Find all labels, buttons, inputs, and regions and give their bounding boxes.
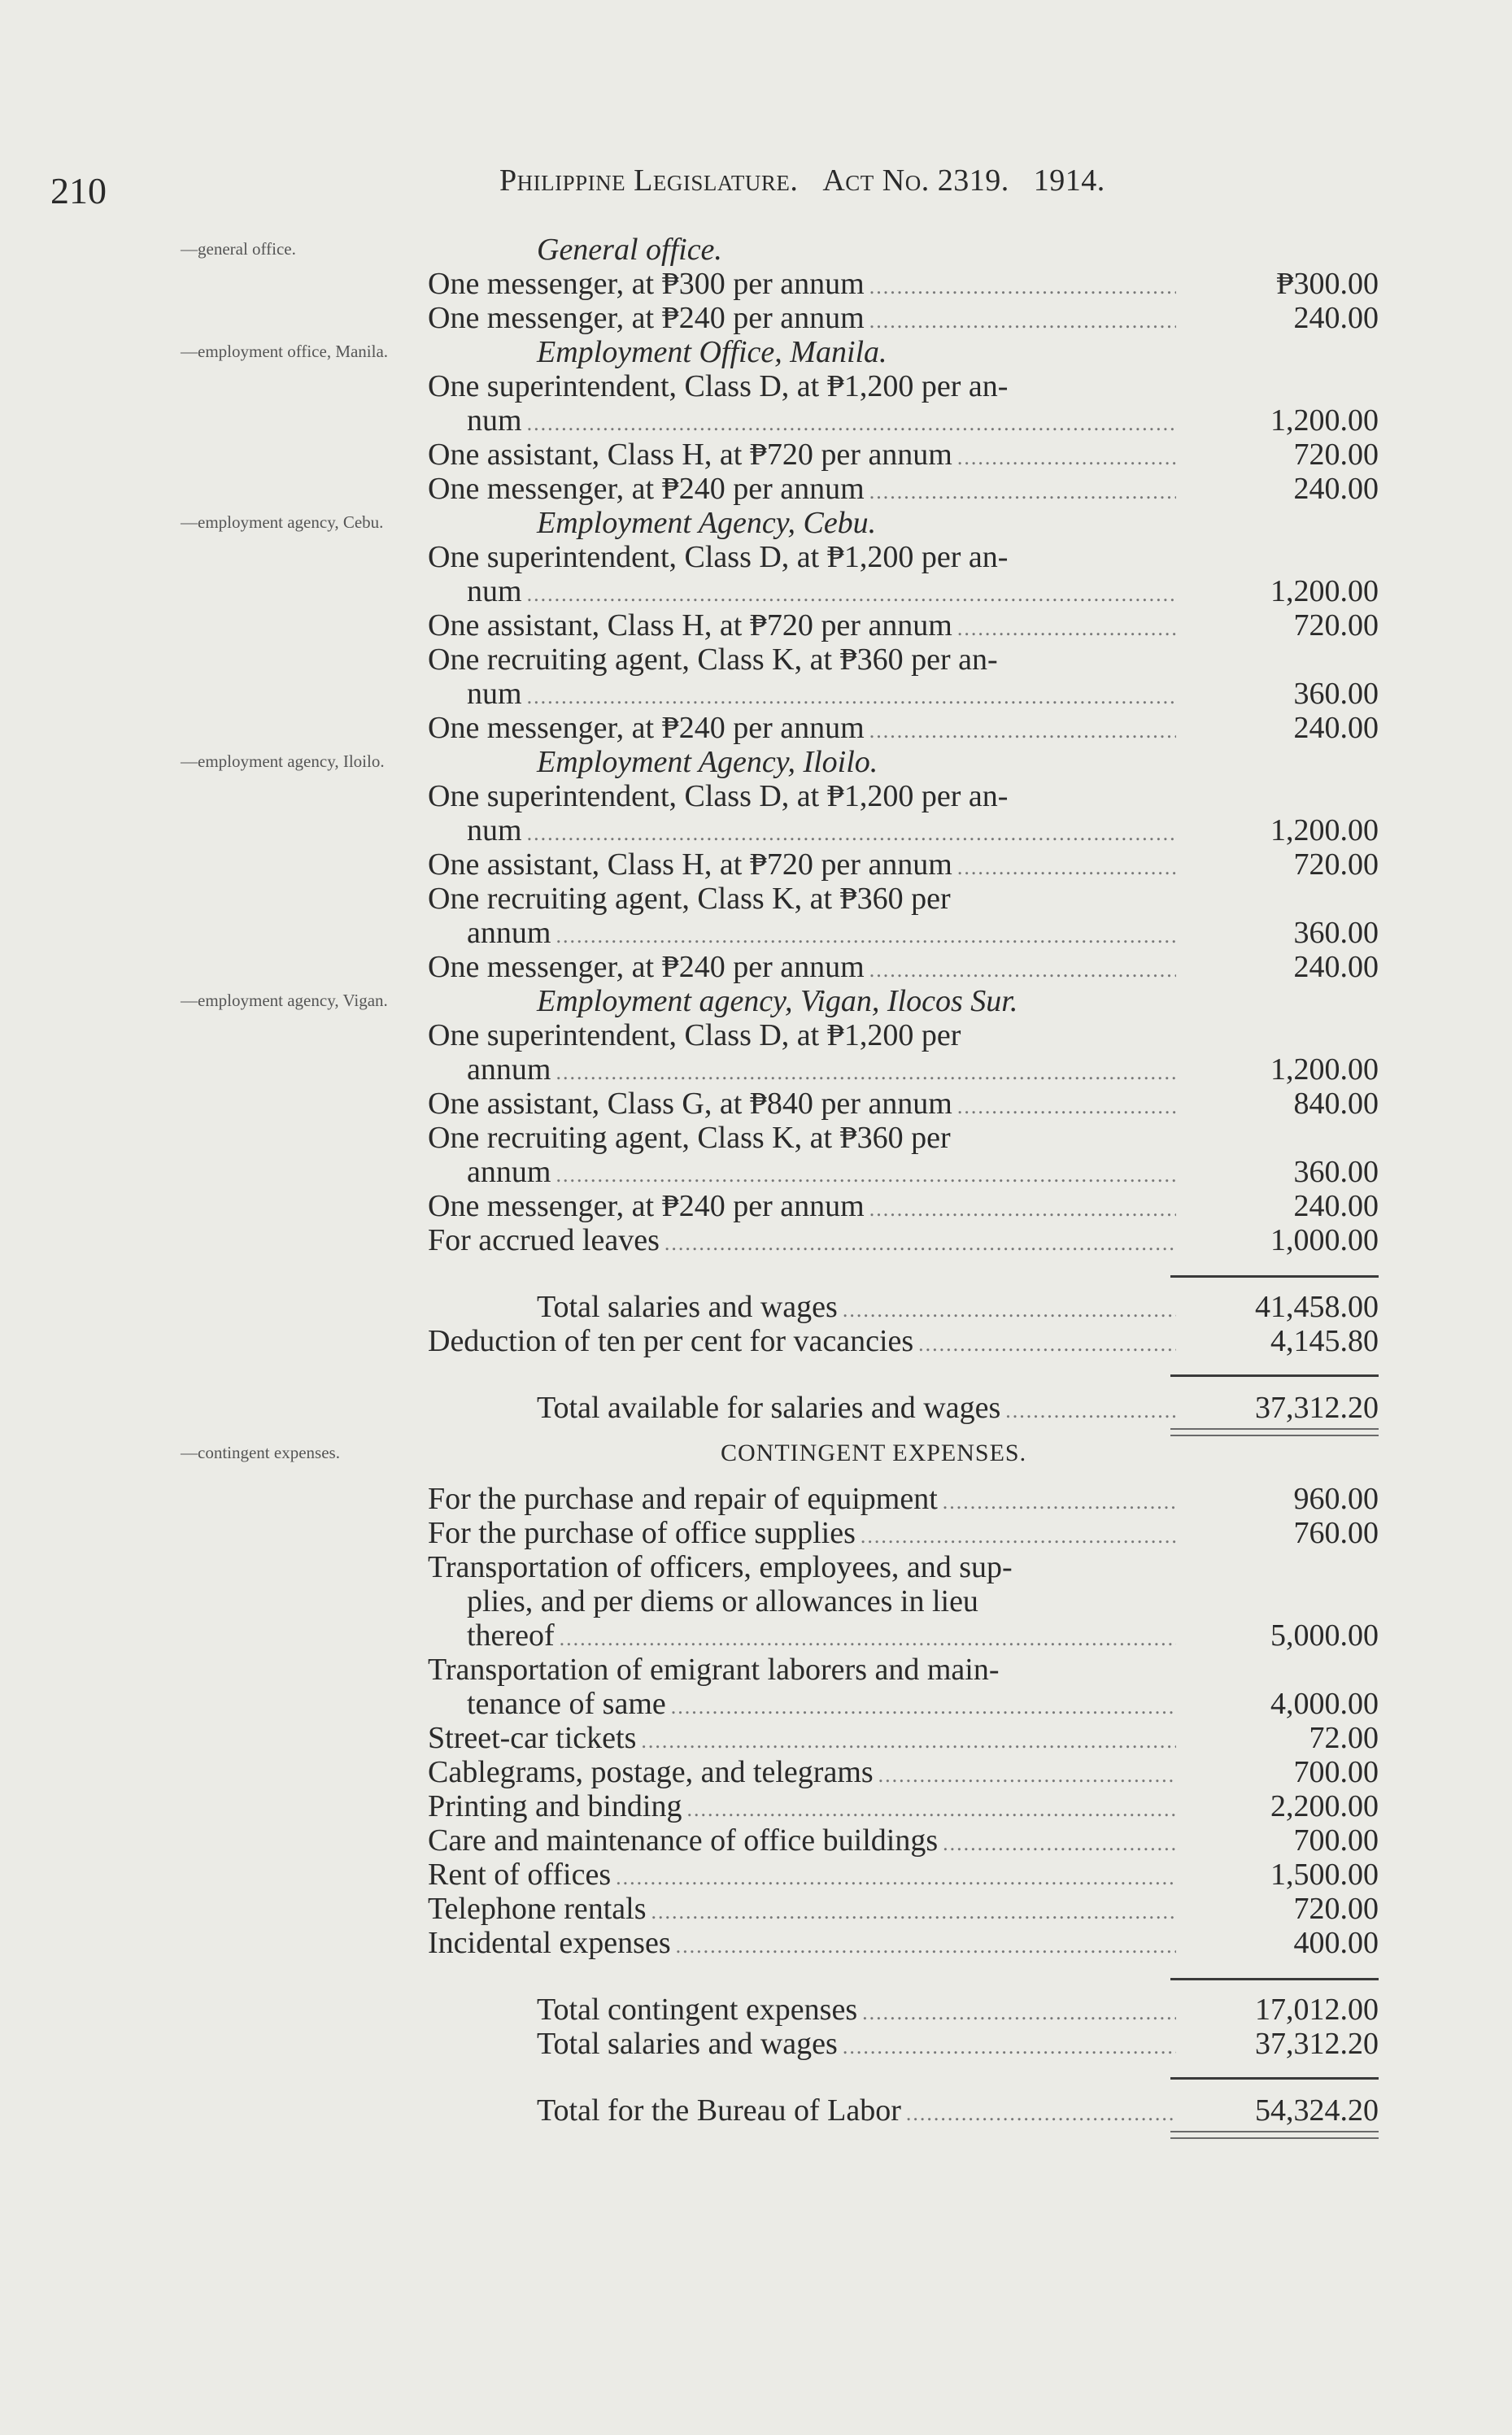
item-label: Transportation of officers, employees, and sup- [428, 1550, 1013, 1584]
item-label: One superintendent, Class D, at ₱1,200 per an- [428, 369, 1009, 403]
item-label: One assistant, Class H, at ₱720 per annum [428, 608, 952, 643]
section-employment-agency-iloilo [0, 745, 1512, 984]
line-item-continued [0, 1687, 1512, 1721]
line-item [0, 369, 1512, 403]
total-row [0, 2027, 1512, 2061]
line-item [0, 643, 1512, 677]
item-amount: 760.00 [1293, 1516, 1379, 1550]
item-label: num [467, 574, 522, 608]
leader-dots [641, 1724, 1176, 1758]
item-label: annum [467, 1155, 551, 1189]
spacer [0, 1470, 1512, 1482]
item-amount: 700.00 [1293, 1755, 1379, 1789]
item-amount: 1,200.00 [1270, 1052, 1379, 1087]
section-employment-office-manila [0, 335, 1512, 506]
item-label: One messenger, at ₱240 per annum [428, 950, 865, 984]
sum-rule [1170, 2077, 1379, 2080]
line-item [0, 1721, 1512, 1755]
item-amount: 720.00 [1293, 608, 1379, 643]
spacer [0, 2128, 1512, 2139]
appropriation-table [0, 233, 1512, 2139]
line-item-continued [0, 1052, 1512, 1087]
deduction-label: Deduction of ten per cent for vacancies [428, 1324, 914, 1358]
line-item [0, 711, 1512, 745]
line-item [0, 1223, 1512, 1257]
item-label: One assistant, Class H, at ₱720 per annum [428, 847, 952, 882]
total-amount: 17,012.00 [1255, 1993, 1379, 2027]
item-label: For the purchase of office supplies [428, 1516, 856, 1550]
item-label: num [467, 677, 522, 711]
deduction-row [0, 1324, 1512, 1358]
line-item [0, 1018, 1512, 1052]
leader-dots [527, 577, 1176, 612]
line-item-continued [0, 1584, 1512, 1618]
margin-note: —contingent expenses. [181, 1443, 340, 1462]
page-number: 210 [50, 170, 107, 211]
leader-dots [556, 1158, 1176, 1192]
item-amount: 1,000.00 [1270, 1223, 1379, 1257]
total-label: Total for the Bureau of Labor [537, 2093, 901, 2128]
line-item-continued [0, 1155, 1512, 1189]
item-amount: 360.00 [1293, 1155, 1379, 1189]
total-label: Total contingent expenses [537, 1993, 858, 2027]
item-amount: 960.00 [1293, 1482, 1379, 1516]
line-item [0, 882, 1512, 916]
line-item [0, 1892, 1512, 1926]
section-heading: Employment Agency, Iloilo. [537, 745, 878, 779]
item-label: Street-car tickets [428, 1721, 637, 1755]
item-amount: 72.00 [1309, 1721, 1379, 1755]
line-item [0, 608, 1512, 643]
line-item [0, 779, 1512, 813]
item-label: tenance of same [467, 1687, 666, 1721]
item-amount: 1,500.00 [1270, 1858, 1379, 1892]
item-label: One messenger, at ₱300 per annum [428, 267, 865, 301]
line-item [0, 1550, 1512, 1584]
item-label: For accrued leaves [428, 1223, 660, 1257]
sum-rule [1170, 1275, 1379, 1278]
leader-dots [843, 1293, 1176, 1327]
leader-dots [527, 680, 1176, 714]
item-label: annum [467, 916, 551, 950]
line-item [0, 1121, 1512, 1155]
line-item [0, 267, 1512, 301]
leader-dots [943, 1485, 1176, 1519]
margin-note: —general office. [181, 239, 296, 259]
margin-note: —employment agency, Vigan. [181, 991, 388, 1010]
item-label: num [467, 403, 522, 438]
total-amount: 37,312.20 [1255, 1391, 1379, 1425]
leader-dots [664, 1226, 1176, 1261]
leader-dots [686, 1792, 1176, 1827]
leader-dots [556, 1056, 1176, 1090]
line-item [0, 1926, 1512, 1960]
item-label: One assistant, Class H, at ₱720 per annum [428, 438, 952, 472]
section-heading: CONTINGENT EXPENSES. [721, 1440, 1027, 1466]
line-item [0, 1516, 1512, 1550]
running-head-year: 1914. [1033, 163, 1105, 198]
leader-dots [676, 1929, 1176, 1963]
line-item-continued [0, 813, 1512, 847]
item-label: One superintendent, Class D, at ₱1,200 per an- [428, 540, 1009, 574]
section-heading: General office. [537, 233, 722, 267]
item-label: Care and maintenance of office buildings [428, 1823, 939, 1858]
section-contingent-expenses [0, 1436, 1512, 1960]
line-item [0, 1189, 1512, 1223]
item-label: annum [467, 1052, 551, 1087]
item-amount: 4,000.00 [1270, 1687, 1379, 1721]
item-amount: 1,200.00 [1270, 574, 1379, 608]
spacer [0, 1257, 1512, 1290]
section-employment-agency-vigan [0, 984, 1512, 1257]
total-available-row [0, 1391, 1512, 1425]
leader-dots [862, 1996, 1176, 2030]
item-label: One messenger, at ₱240 per annum [428, 301, 865, 335]
sum-rule [1170, 1374, 1379, 1377]
total-row [0, 1993, 1512, 2027]
item-amount: 240.00 [1293, 301, 1379, 335]
leader-dots [556, 919, 1176, 953]
item-label: Incidental expenses [428, 1926, 671, 1960]
running-head-act: Act No. 2319. [822, 163, 1009, 198]
total-label: Total salaries and wages [537, 1290, 838, 1324]
leader-dots [957, 441, 1176, 475]
item-amount: ₱300.00 [1276, 267, 1379, 301]
double-rule [1170, 2131, 1379, 2139]
margin-note: —employment agency, Cebu. [181, 512, 384, 532]
item-amount: 2,200.00 [1270, 1789, 1379, 1823]
item-amount: 700.00 [1293, 1823, 1379, 1858]
item-label: Transportation of emigrant laborers and main- [428, 1653, 1000, 1687]
leader-dots [869, 953, 1176, 987]
leader-dots [869, 304, 1176, 338]
item-amount: 720.00 [1293, 1892, 1379, 1926]
item-amount: 240.00 [1293, 950, 1379, 984]
leader-dots [869, 714, 1176, 748]
item-label: One recruiting agent, Class K, at ₱360 per [428, 882, 951, 916]
item-label: One messenger, at ₱240 per annum [428, 1189, 865, 1223]
item-amount: 720.00 [1293, 847, 1379, 882]
leader-dots [957, 612, 1176, 646]
leader-dots [843, 2030, 1176, 2064]
line-item [0, 1858, 1512, 1892]
item-label: One superintendent, Class D, at ₱1,200 per an- [428, 779, 1009, 813]
leader-dots [869, 475, 1176, 509]
line-item [0, 1789, 1512, 1823]
line-item [0, 1482, 1512, 1516]
item-label: One assistant, Class G, at ₱840 per annum [428, 1087, 952, 1121]
item-label: Cablegrams, postage, and telegrams [428, 1755, 874, 1789]
item-label: One superintendent, Class D, at ₱1,200 per [428, 1018, 961, 1052]
line-item-continued [0, 574, 1512, 608]
margin-note: —employment agency, Iloilo. [181, 751, 385, 771]
leader-dots [527, 407, 1176, 441]
spacer [0, 1425, 1512, 1436]
leader-dots [616, 1861, 1176, 1895]
item-amount: 400.00 [1293, 1926, 1379, 1960]
total-row [0, 1290, 1512, 1324]
leader-dots [869, 270, 1176, 304]
item-label: One recruiting agent, Class K, at ₱360 per [428, 1121, 951, 1155]
section-employment-agency-cebu [0, 506, 1512, 745]
spacer [0, 1960, 1512, 1993]
item-amount: 360.00 [1293, 677, 1379, 711]
leader-dots [943, 1827, 1176, 1861]
spacer [0, 2061, 1512, 2093]
item-amount: 240.00 [1293, 472, 1379, 506]
section-heading: Employment Agency, Cebu. [537, 506, 877, 540]
line-item [0, 1823, 1512, 1858]
item-amount: 840.00 [1293, 1087, 1379, 1121]
leader-dots [878, 1758, 1176, 1792]
deduction-amount: 4,145.80 [1270, 1324, 1379, 1358]
item-amount: 5,000.00 [1270, 1618, 1379, 1653]
line-item [0, 1087, 1512, 1121]
item-amount: 720.00 [1293, 438, 1379, 472]
section-heading: Employment agency, Vigan, Ilocos Sur. [537, 984, 1018, 1018]
total-amount: 54,324.20 [1255, 2093, 1379, 2128]
leader-dots [527, 817, 1176, 851]
leader-dots [861, 1519, 1176, 1553]
leader-dots [869, 1192, 1176, 1226]
leader-dots [651, 1895, 1176, 1929]
line-item [0, 950, 1512, 984]
leader-dots [1005, 1394, 1176, 1428]
leader-dots [957, 1090, 1176, 1124]
line-item [0, 540, 1512, 574]
item-label: thereof [467, 1618, 555, 1653]
total-amount: 41,458.00 [1255, 1290, 1379, 1324]
line-item [0, 472, 1512, 506]
line-item [0, 1755, 1512, 1789]
item-amount: 1,200.00 [1270, 403, 1379, 438]
section-heading: Employment Office, Manila. [537, 335, 887, 369]
margin-note: —employment office, Manila. [181, 342, 389, 361]
leader-dots [906, 2097, 1176, 2131]
double-rule [1170, 1428, 1379, 1436]
line-item-continued [0, 916, 1512, 950]
item-label: Telephone rentals [428, 1892, 647, 1926]
running-head [499, 163, 1105, 198]
leader-dots [560, 1622, 1176, 1656]
section-general-office [0, 233, 1512, 335]
item-amount: 1,200.00 [1270, 813, 1379, 847]
item-label: One messenger, at ₱240 per annum [428, 472, 865, 506]
leader-dots [957, 851, 1176, 885]
total-amount: 37,312.20 [1255, 2027, 1379, 2061]
sum-rule [1170, 1978, 1379, 1980]
line-item [0, 847, 1512, 882]
spacer [0, 1358, 1512, 1391]
line-item-continued [0, 1618, 1512, 1653]
line-item-continued [0, 677, 1512, 711]
line-item [0, 1653, 1512, 1687]
line-item [0, 301, 1512, 335]
item-label: num [467, 813, 522, 847]
total-label: Total available for salaries and wages [537, 1391, 1001, 1425]
grand-total-row [0, 2093, 1512, 2128]
item-amount: 240.00 [1293, 711, 1379, 745]
line-item-continued [0, 403, 1512, 438]
item-label: Printing and binding [428, 1789, 682, 1823]
line-item [0, 438, 1512, 472]
item-amount: 360.00 [1293, 916, 1379, 950]
item-label: One recruiting agent, Class K, at ₱360 per an- [428, 643, 998, 677]
item-label: plies, and per diems or allowances in lieu [467, 1584, 978, 1618]
total-label: Total salaries and wages [537, 2027, 838, 2061]
item-amount: 240.00 [1293, 1189, 1379, 1223]
item-label: One messenger, at ₱240 per annum [428, 711, 865, 745]
leader-dots [671, 1690, 1176, 1724]
item-label: Rent of offices [428, 1858, 612, 1892]
leader-dots [918, 1327, 1176, 1361]
item-label: For the purchase and repair of equipment [428, 1482, 938, 1516]
running-head-title: Philippine Legislature. [499, 163, 799, 198]
